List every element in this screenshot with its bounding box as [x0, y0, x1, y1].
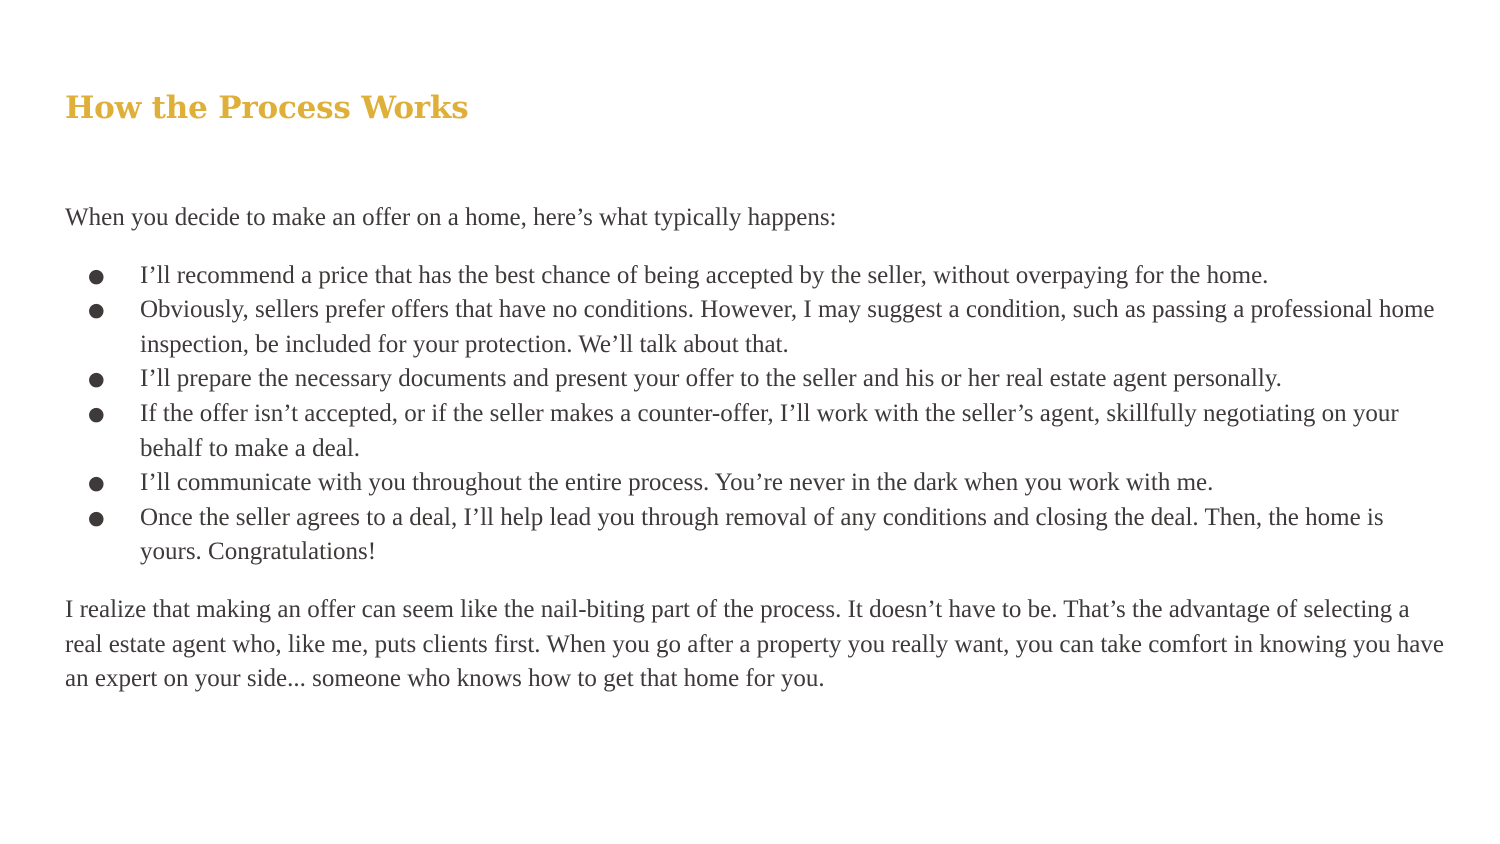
- list-item-text: Obviously, sellers prefer offers that have no conditions. However, I may suggest a condition, such as passing a professional home inspection, be included for your protection. We’ll talk about that.: [140, 296, 1435, 358]
- list-item: [65, 259, 1445, 294]
- intro-paragraph: When you decide to make an offer on a home, here’s what typically happens:: [65, 204, 837, 231]
- list-item-text: I’ll prepare the necessary documents and present your offer to the seller and his or her real estate agent personally.: [140, 365, 1282, 393]
- slide-body: [65, 201, 1445, 697]
- bullet-icon: ●: [88, 506, 105, 529]
- bullet-icon: ●: [88, 368, 105, 391]
- list-item-text: Once the seller agrees to a deal, I’ll help lead you through removal of any conditions and closing the deal. Then, the home is yours. Congratulations!: [140, 503, 1384, 566]
- slide-title: How the Process Works: [65, 90, 469, 126]
- list-item-text: I’ll recommend a price that has the best chance of being accepted by the seller, without overpaying for the home.: [140, 261, 1269, 289]
- list-item: [65, 293, 1445, 362]
- list-item-text: If the offer isn’t accepted, or if the seller makes a counter-offer, I’ll work with the seller’s agent, skillfully negotiating on your behalf to make a deal.: [140, 399, 1399, 462]
- list-item: [65, 466, 1445, 501]
- list-item: [65, 501, 1445, 570]
- bullet-icon: ●: [88, 472, 105, 495]
- process-steps-list: [65, 259, 1445, 570]
- bullet-icon: ●: [88, 299, 105, 322]
- list-item: [65, 362, 1445, 397]
- list-item-text: I’ll communicate with you throughout the entire process. You’re never in the dark when you work with me.: [140, 469, 1214, 497]
- bullet-icon: ●: [88, 402, 105, 425]
- list-item: [65, 397, 1445, 466]
- closing-paragraph: I realize that making an offer can seem like the nail-biting part of the process. It doesn’t have to be. That’s the advantage of selecting a real estate agent who, like me, puts clients first. When you go after a property you really want, you can take comfort in knowing you have an expert on your side... someone who knows how to get that home for you.: [65, 595, 1444, 693]
- bullet-icon: ●: [88, 264, 105, 287]
